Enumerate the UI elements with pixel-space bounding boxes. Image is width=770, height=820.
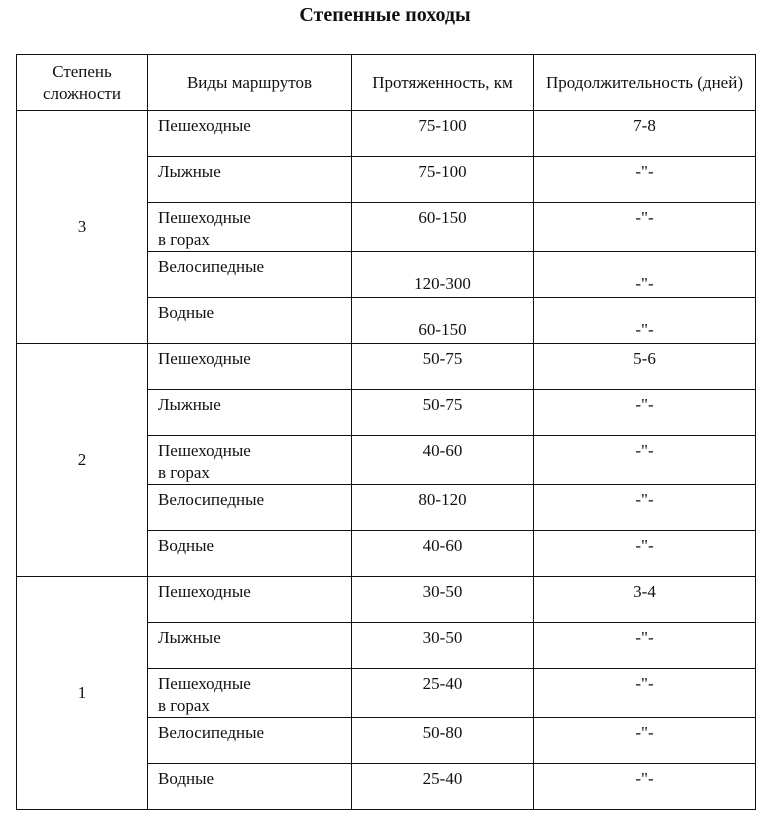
- route-type-cell: [148, 111, 352, 157]
- route-type-text: Лыжные: [158, 628, 221, 647]
- duration-cell: -"-: [534, 718, 756, 764]
- length-cell: 80-120: [352, 485, 534, 531]
- route-type-text: Пешеходные: [158, 116, 251, 135]
- duration-cell: -"-: [534, 157, 756, 203]
- route-type-text: Водные: [158, 303, 215, 322]
- route-type-subtext: в горах: [158, 230, 210, 249]
- route-type-text: Велосипедные: [158, 257, 265, 276]
- route-type-text: Велосипедные: [158, 490, 265, 509]
- route-type-cell: [148, 344, 352, 390]
- duration-cell: -"-: [534, 623, 756, 669]
- route-type-cell: [148, 203, 352, 252]
- route-type-cell: [148, 577, 352, 623]
- length-cell: 60-150: [352, 203, 534, 252]
- route-type-cell: [148, 485, 352, 531]
- length-cell: 120-300: [352, 252, 534, 298]
- duration-cell: 3-4: [534, 577, 756, 623]
- duration-cell: -"-: [534, 203, 756, 252]
- route-type-text: Пешеходные: [158, 674, 251, 693]
- duration-cell: -"-: [534, 298, 756, 344]
- route-type-text: Велосипедные: [158, 723, 265, 742]
- header-row: [17, 55, 756, 111]
- route-type-cell: [148, 531, 352, 577]
- route-type-cell: [148, 436, 352, 485]
- route-type-cell: [148, 764, 352, 810]
- duration-cell: -"-: [534, 390, 756, 436]
- route-type-text: Лыжные: [158, 162, 221, 181]
- length-cell: 25-40: [352, 669, 534, 718]
- grade-cell: 1: [17, 577, 148, 810]
- route-type-cell: [148, 390, 352, 436]
- length-cell: 30-50: [352, 577, 534, 623]
- route-type-text: Пешеходные: [158, 441, 251, 460]
- route-type-text: Лыжные: [158, 395, 221, 414]
- route-type-text: Водные: [158, 536, 215, 555]
- route-type-text: Пешеходные: [158, 208, 251, 227]
- length-cell: 30-50: [352, 623, 534, 669]
- header-route-type: Виды маршрутов: [148, 55, 352, 111]
- route-type-text: Пешеходные: [158, 582, 251, 601]
- length-cell: 40-60: [352, 436, 534, 485]
- length-cell: 50-75: [352, 344, 534, 390]
- header-length: Протяженность, км: [352, 55, 534, 111]
- length-cell: 75-100: [352, 157, 534, 203]
- header-duration: Продолжительность (дней): [534, 55, 756, 111]
- length-cell: 50-80: [352, 718, 534, 764]
- route-type-cell: [148, 298, 352, 344]
- header-grade: Степень сложности: [17, 55, 148, 111]
- length-cell: 50-75: [352, 390, 534, 436]
- route-type-cell: [148, 157, 352, 203]
- table-body: [17, 111, 756, 810]
- route-type-subtext: в горах: [158, 696, 210, 715]
- duration-cell: 7-8: [534, 111, 756, 157]
- route-type-cell: [148, 718, 352, 764]
- table-row: [17, 344, 756, 390]
- duration-cell: -"-: [534, 485, 756, 531]
- route-type-cell: [148, 669, 352, 718]
- length-cell: 40-60: [352, 531, 534, 577]
- grade-cell: 2: [17, 344, 148, 577]
- length-cell: 25-40: [352, 764, 534, 810]
- route-type-subtext: в горах: [158, 463, 210, 482]
- duration-cell: -"-: [534, 252, 756, 298]
- duration-cell: -"-: [534, 531, 756, 577]
- table-row: [17, 577, 756, 623]
- route-type-text: Водные: [158, 769, 215, 788]
- length-cell: 60-150: [352, 298, 534, 344]
- table-row: [17, 111, 756, 157]
- grade-cell: 3: [17, 111, 148, 344]
- length-cell: 75-100: [352, 111, 534, 157]
- page-title: Степенные походы: [299, 4, 471, 26]
- duration-cell: -"-: [534, 436, 756, 485]
- duration-cell: 5-6: [534, 344, 756, 390]
- duration-cell: -"-: [534, 764, 756, 810]
- duration-cell: -"-: [534, 669, 756, 718]
- hikes-table: [16, 54, 756, 810]
- route-type-cell: [148, 623, 352, 669]
- route-type-text: Пешеходные: [158, 349, 251, 368]
- route-type-cell: [148, 252, 352, 298]
